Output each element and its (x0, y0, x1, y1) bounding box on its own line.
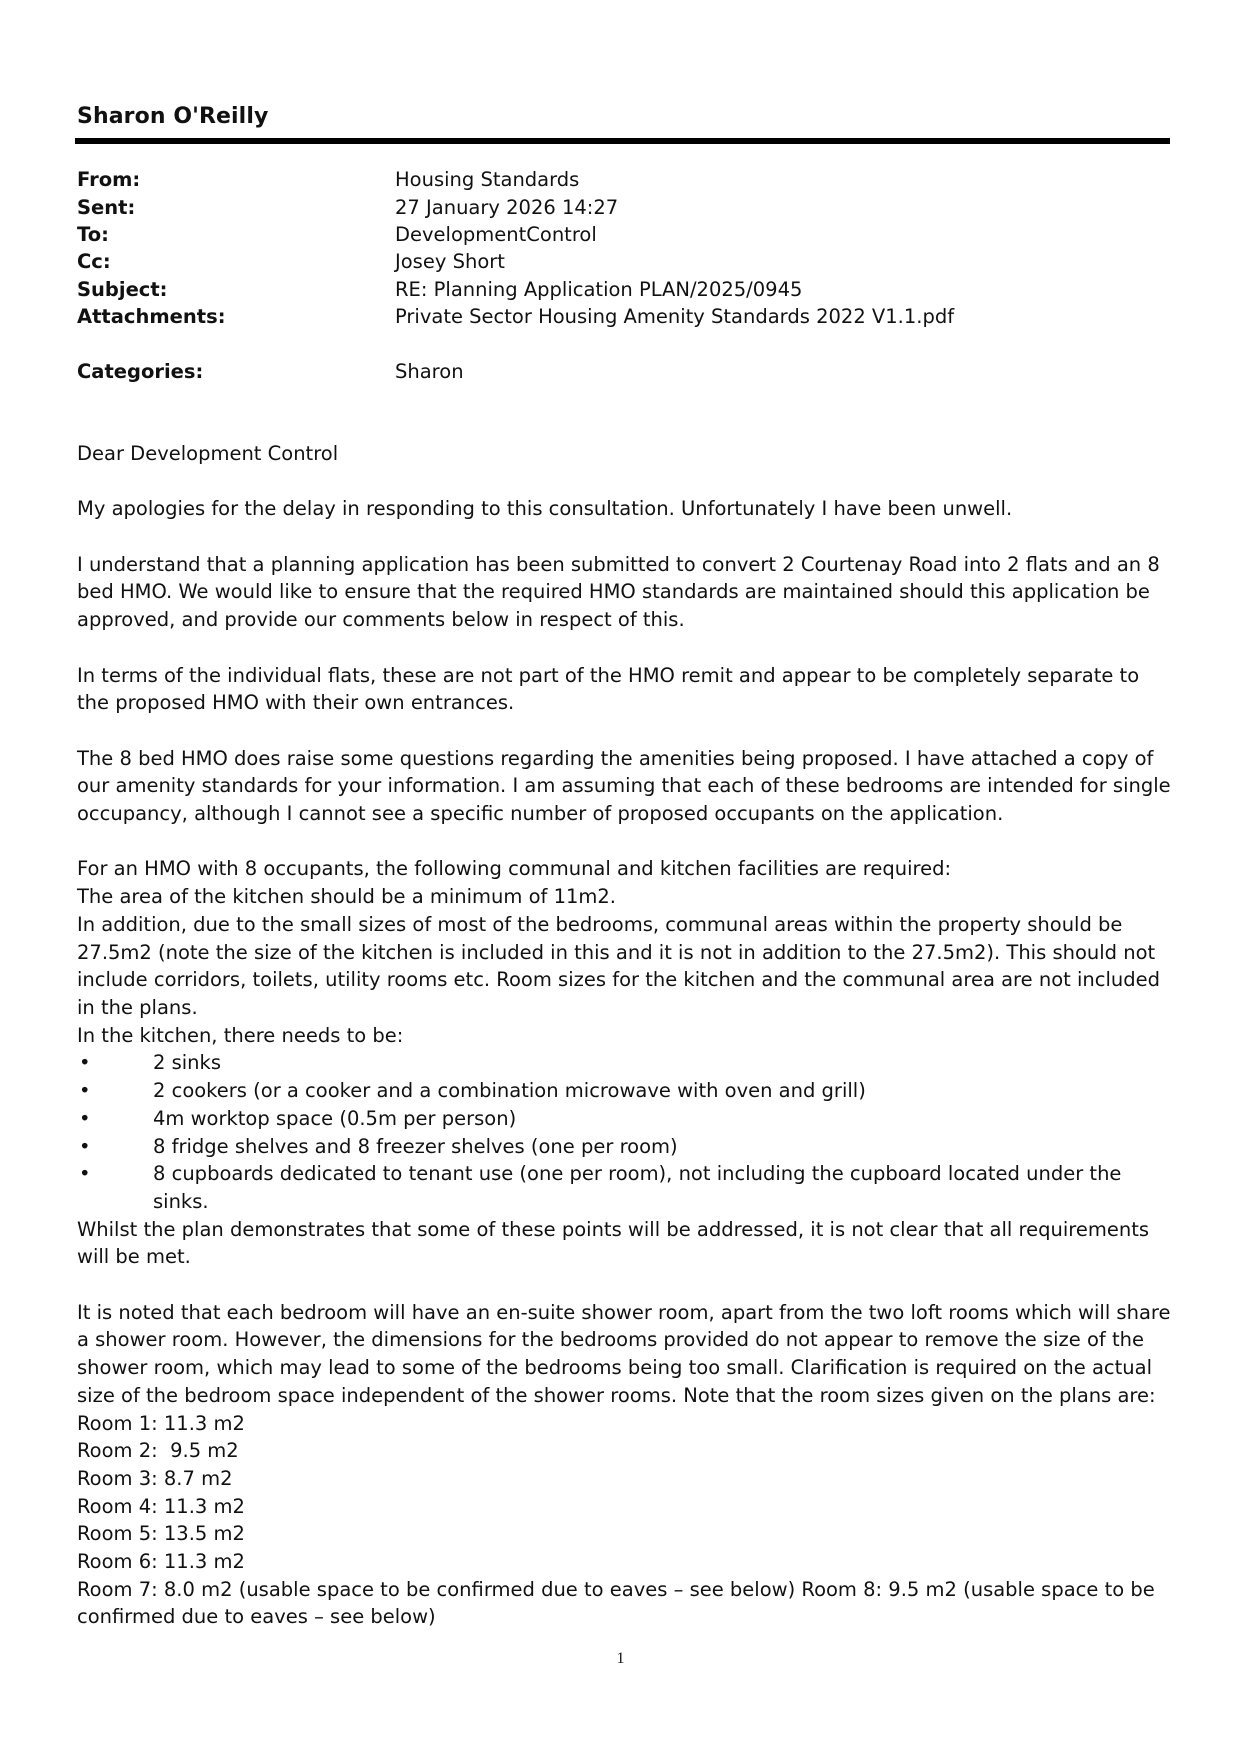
header-label: Sent: (77, 195, 136, 219)
header-attachments (77, 303, 1167, 330)
header-divider (75, 138, 1170, 144)
header-label: From: (77, 168, 141, 192)
paragraph: My apologies for the delay in responding to this consultation. Unfortunately I have been unwell. (77, 497, 1013, 521)
paragraph: In addition, due to the small sizes of most of the bedrooms, communal areas within the property should be 27.5m2 (note the size of the kitchen is included in this and it is not in addition to the 27.5m2). This should not include corridors, toilets, utility rooms etc. Room sizes for the kitchen and the communal area are not included in the plans. (77, 912, 1160, 1019)
header-cc (77, 248, 1167, 275)
header-value: 27 January 2026 14:27 (395, 195, 619, 219)
paragraph: The 8 bed HMO does raise some questions regarding the amenities being proposed. I have attached a copy of our amenity standards for your information. I am assuming that each of these bedrooms are intended for single occupancy, although I cannot see a specific number of proposed occupants on the application. (77, 746, 1171, 826)
email-body (77, 440, 1177, 1631)
header-label: Cc: (77, 250, 111, 274)
header-value: Sharon (395, 359, 464, 383)
header-label: Attachments: (77, 305, 226, 329)
room-size: Room 2: 9.5 m2 (77, 1439, 239, 1463)
room-size: Room 4: 11.3 m2 (77, 1494, 245, 1518)
header-label: To: (77, 222, 109, 246)
header-categories (77, 357, 1167, 384)
list-item (77, 1077, 1177, 1105)
header-value: Housing Standards (395, 168, 580, 192)
header-label: Categories: (77, 359, 204, 383)
bullet-icon: • (79, 1162, 91, 1186)
paragraph: In terms of the individual flats, these are not part of the HMO remit and appear to be completely separate to the proposed HMO with their own entrances. (77, 663, 1140, 715)
header-from (77, 166, 1167, 193)
list-item (77, 1133, 1177, 1161)
paragraph: The area of the kitchen should be a minimum of 11m2. (77, 885, 617, 909)
header-to (77, 221, 1167, 248)
room-size: Room 1: 11.3 m2 (77, 1411, 245, 1435)
room-size: Room 5: 13.5 m2 (77, 1522, 245, 1546)
greeting: Dear Development Control (77, 442, 339, 465)
paragraph: I understand that a planning application has been submitted to convert 2 Courtenay Road into 2 flats and an 8 bed HMO. We would like to ensure that the required HMO standards are maintained should this application be approved, and provide our comments below in respect of this. (77, 552, 1160, 632)
page-number: 1 (616, 1650, 625, 1667)
sender-name: Sharon O'Reilly (77, 104, 269, 129)
paragraph: Whilst the plan demonstrates that some of these points will be addressed, it is not clear that all requirements will be met. (77, 1217, 1150, 1269)
list-item-text: 2 cookers (or a cooker and a combination microwave with oven and grill) (153, 1079, 866, 1103)
paragraph: In the kitchen, there needs to be: (77, 1023, 404, 1047)
room-size: Room 3: 8.7 m2 (77, 1466, 233, 1490)
list-item (77, 1105, 1177, 1133)
header-value: Josey Short (395, 250, 505, 274)
email-headers (77, 166, 1167, 385)
list-item (77, 1049, 1177, 1077)
bullet-icon: • (79, 1079, 91, 1103)
paragraph: It is noted that each bedroom will have an en-suite shower room, apart from the two loft rooms which will share a shower room. However, the dimensions for the bedrooms provided do not appear to remove the size of the shower room, which may lead to some of the bedrooms being too small. Clarification is required on the actual size of the bedroom space independent of the shower rooms. Note that the room sizes given on the plans are: (77, 1300, 1171, 1407)
header-value: RE: Planning Application PLAN/2025/0945 (395, 277, 803, 301)
list-item-text: 4m worktop space (0.5m per person) (153, 1106, 517, 1130)
list-item-text: 2 sinks (153, 1051, 221, 1075)
header-label: Subject: (77, 277, 168, 301)
attachment-link[interactable]: Private Sector Housing Amenity Standards 2022 V1.1.pdf (395, 305, 955, 329)
bullet-icon: • (79, 1051, 91, 1075)
room-size: Room 7: 8.0 m2 (usable space to be confirmed due to eaves – see below) Room 8: 9.5 m2 (usable space to be confirmed due to eaves – see below) (77, 1577, 1155, 1629)
header-value: DevelopmentControl (395, 222, 597, 246)
bullet-icon: • (79, 1134, 91, 1158)
room-size: Room 6: 11.3 m2 (77, 1550, 245, 1574)
paragraph: For an HMO with 8 occupants, the following communal and kitchen facilities are required: (77, 857, 952, 881)
list-item-text: 8 fridge shelves and 8 freezer shelves (one per room) (153, 1134, 678, 1158)
header-sent (77, 193, 1167, 220)
header-subject (77, 276, 1167, 303)
list-item (77, 1160, 1177, 1215)
bullet-icon: • (79, 1106, 91, 1130)
list-item-text: 8 cupboards dedicated to tenant use (one per room), not including the cupboard located under the sinks. (153, 1162, 1122, 1213)
